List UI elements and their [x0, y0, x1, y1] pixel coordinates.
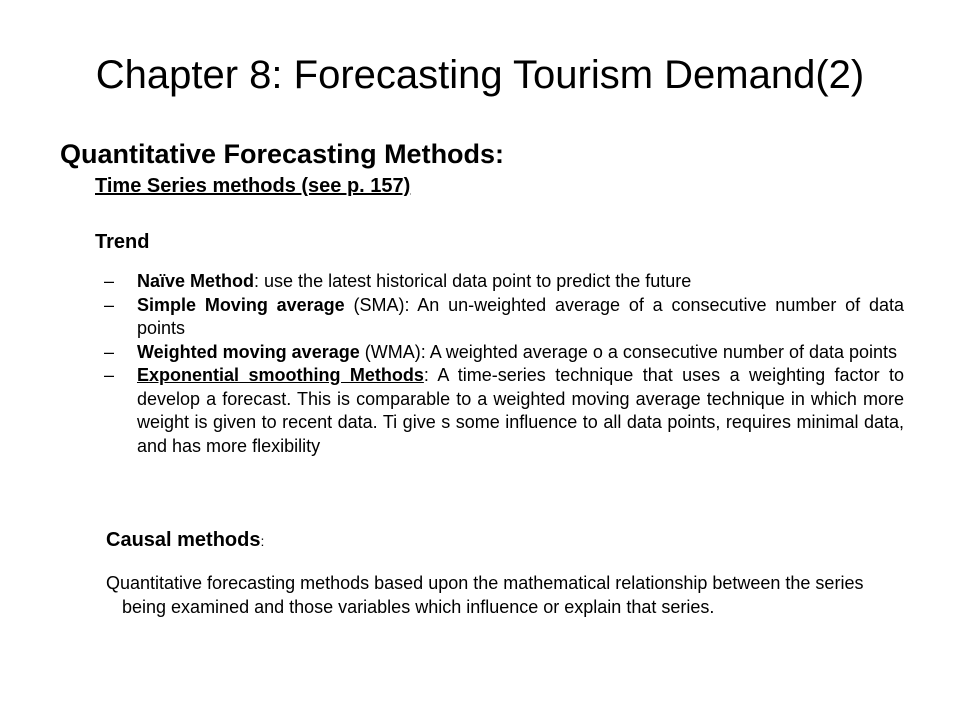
time-series-subheading: Time Series methods (see p. 157): [95, 175, 411, 197]
list-item-simple-moving-average: [104, 294, 904, 341]
method-name: Exponential smoothing Methods: [137, 365, 424, 385]
method-name: Weighted moving average: [137, 341, 360, 362]
list-dash: –: [104, 341, 115, 362]
list-item-exponential-smoothing: [104, 364, 904, 458]
causal-heading-colon: :: [260, 533, 265, 549]
method-list: [104, 270, 904, 458]
list-item-naive-method: [104, 270, 904, 294]
method-description: (WMA): A weighted average o a consecutive number of data points: [359, 341, 898, 362]
slide-title: Chapter 8: Forecasting Tourism Demand(2): [95, 53, 865, 97]
causal-heading-text: Causal methods: [106, 529, 261, 551]
section-heading: Quantitative Forecasting Methods:: [60, 139, 505, 169]
list-dash: –: [104, 271, 115, 291]
list-dash: –: [104, 294, 115, 315]
causal-methods-description: Quantitative forecasting methods based upon the mathematical relationship between the series being examined and those variables which influence or explain that series.: [106, 573, 864, 617]
list-dash: –: [104, 365, 115, 385]
method-description: (SMA): An un-weighted average of a consecutive number of data points: [137, 294, 904, 338]
method-description: : use the latest historical data point to predict the future: [254, 271, 692, 291]
trend-heading: Trend: [95, 231, 150, 253]
list-item-weighted-moving-average: [104, 341, 904, 365]
method-description: : A time-series technique that uses a weighting factor to develop a forecast. This is comparable to a weighted moving average technique in which more weight is given to recent data. Ti give s some influence to all data points, requires minimal data, and has more flexibility: [137, 365, 905, 456]
method-name: Naïve Method: [137, 271, 255, 291]
method-name: Simple Moving average: [137, 294, 345, 315]
causal-methods-heading: [106, 526, 264, 555]
